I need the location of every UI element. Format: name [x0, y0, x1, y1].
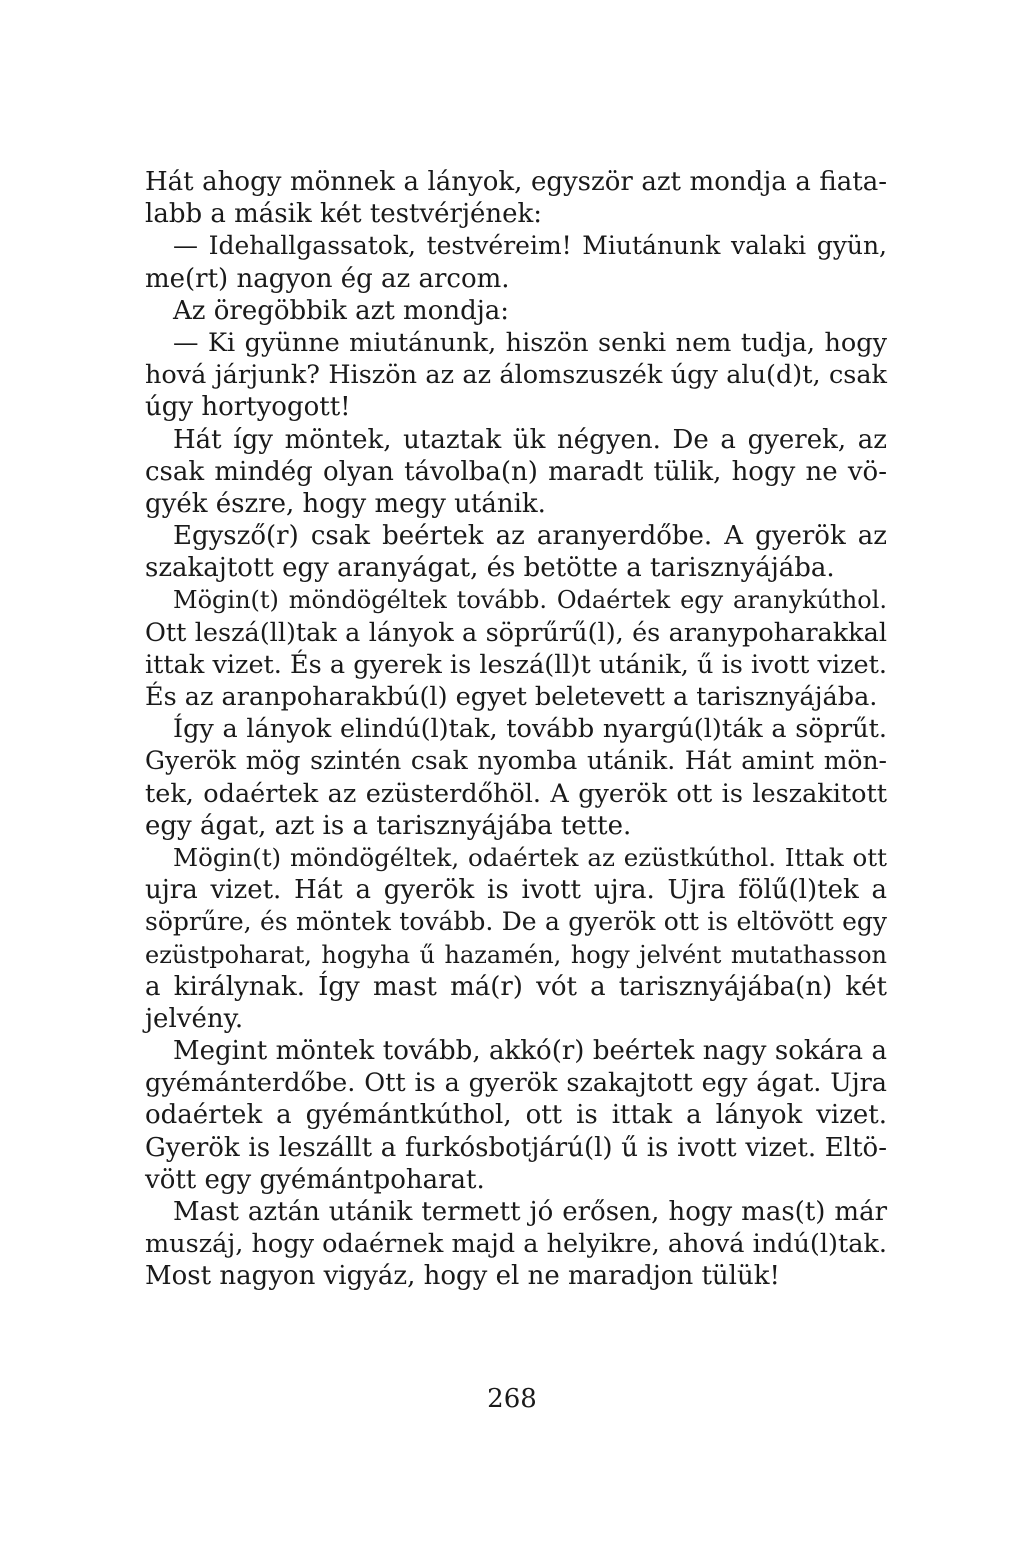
- text-line: gyémánterdőbe. Ott is a gyerök szakajtott egy ágat. Ujra: [145, 1068, 887, 1099]
- text-line: — Ki gyünne miutánunk, hiszön senki nem tudja, hogy: [173, 327, 887, 358]
- text-line: szakajtott egy aranyágat, és betötte a tarisznyájába.: [145, 553, 835, 584]
- text-line: Megint möntek tovább, akkó(r) beértek nagy sokára a: [173, 1036, 887, 1067]
- text-line: Mögin(t) möndögéltek, odaértek az ezüstkúthol. Ittak ott: [173, 842, 887, 872]
- text-line: Ott leszá(ll)tak a lányok a söprűrű(l), és aranypoharakkal: [145, 617, 887, 648]
- page-number: 268: [487, 1384, 537, 1414]
- text-line: Egysző(r) csak beértek az aranyerdőbe. A gyerök az: [173, 521, 887, 552]
- text-line: Gyerök mög szintén csak nyomba utánik. Hát amint mön-: [145, 746, 887, 776]
- text-line: ittak vizet. És a gyerek is leszá(ll)t utánik, ű is ivott vizet.: [145, 649, 887, 680]
- text-line: ezüstpoharat, hogyha ű hazamén, hogy jelvént mutathasson: [145, 940, 887, 969]
- text-line: gyék észre, hogy megy utánik.: [145, 488, 546, 519]
- text-line: Mögin(t) möndögéltek tovább. Odaértek egy aranykúthol.: [173, 586, 887, 615]
- text-line: Az öregöbbik azt mondja:: [173, 295, 510, 326]
- text-line: jelvény.: [145, 1003, 244, 1034]
- text-line: labb a másik két testvérjének:: [145, 199, 543, 230]
- text-line: odaértek a gyémántkúthol, ott is ittak a lányok vizet.: [145, 1100, 887, 1131]
- text-line: Most nagyon vigyáz, hogy el ne maradjon tülük!: [145, 1261, 780, 1292]
- text-line: hová járjunk? Hiszön az az álomszuszék úgy alu(d)t, csak: [145, 360, 887, 391]
- text-line: Így a lányok elindú(l)tak, tovább nyargú(l)ták a söprűt.: [173, 714, 887, 745]
- text-line: És az aranpoharakbú(l) egyet beletevett a tarisznyájába.: [145, 682, 878, 712]
- text-line: Hát ahogy mönnek a lányok, egyször azt mondja a fiata-: [145, 167, 887, 197]
- text-line: vött egy gyémántpoharat.: [145, 1164, 485, 1195]
- text-line: egy ágat, azt is a tarisznyájába tette.: [145, 810, 632, 841]
- text-line: me(rt) nagyon ég az arcom.: [145, 263, 510, 294]
- text-line: úgy hortyogott!: [145, 392, 351, 423]
- text-line: tek, odaértek az ezüsterdőhöl. A gyerök ott is leszakitott: [145, 778, 887, 809]
- text-line: söprűre, és möntek tovább. De a gyerök ott is eltövött egy: [145, 907, 887, 937]
- body-text: [145, 166, 887, 1293]
- text-line: Hát így möntek, utaztak ük négyen. De a gyerek, az: [173, 424, 887, 455]
- text-line: ujra vizet. Hát a gyerök is ivott ujra. Ujra fölű(l)tek a: [145, 875, 887, 906]
- text-line: csak mindég olyan távolba(n) maradt tülik, hogy ne vö-: [145, 456, 887, 487]
- text-line: a királynak. Így mast má(r) vót a tarisznyájába(n) két: [145, 971, 887, 1002]
- text-line: Gyerök is leszállt a furkósbotjárú(l) ű is ivott vizet. Eltö-: [145, 1132, 887, 1163]
- text-line: Mast aztán utánik termett jó erősen, hogy mas(t) már: [173, 1197, 887, 1227]
- text-line: — Idehallgassatok, testvéreim! Miutánunk valaki gyün,: [173, 231, 887, 261]
- text-line: muszáj, hogy odaérnek majd a helyikre, ahová indú(l)tak.: [145, 1229, 887, 1260]
